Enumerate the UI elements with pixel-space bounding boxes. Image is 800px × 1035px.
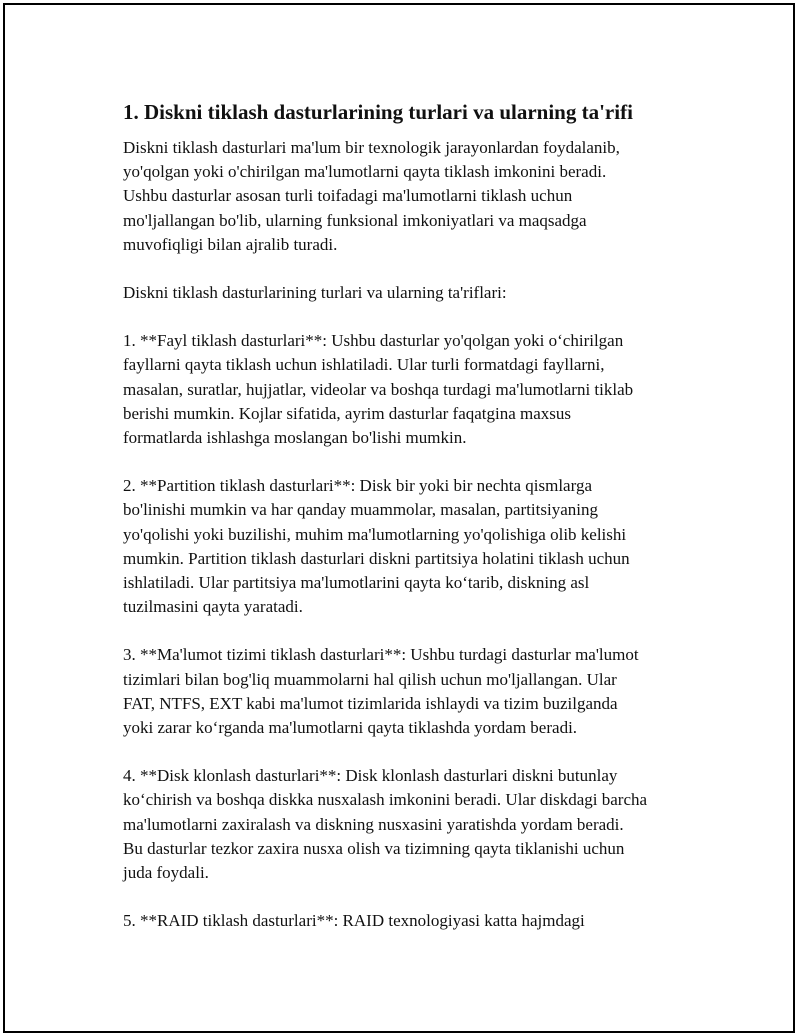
text-line: ishlatiladi. Ular partitsiya ma'lumotlarini qayta ko‘tarib, diskning asl — [123, 573, 590, 593]
list-item-filesystem-recovery — [123, 643, 713, 740]
text-line: muvofiqligi bilan ajralib turadi. — [123, 234, 338, 254]
text-line: 5. **RAID tiklash dasturlari**: RAID texnologiyasi katta hajmdagi — [123, 911, 585, 931]
text-line: juda foydali. — [123, 863, 209, 883]
text-line: Ushbu dasturlar asosan turli toifadagi ma'lumotlarni tiklash uchun — [123, 186, 573, 206]
text-line: 4. **Disk klonlash dasturlari**: Disk klonlash dasturlari diskni butunlay — [123, 766, 618, 786]
list-item-file-recovery — [123, 329, 713, 450]
list-item-disk-cloning — [123, 764, 713, 885]
text-line: 3. **Ma'lumot tizimi tiklash dasturlari**: Ushbu turdagi dasturlar ma'lumot — [123, 645, 639, 665]
intro-paragraph — [123, 136, 713, 257]
text-line: yo'qolgan yoki o'chirilgan ma'lumotlarni qayta tiklash imkonini beradi. — [123, 162, 607, 182]
text-line: Diskni tiklash dasturlarining turlari va ularning ta'riflari: — [123, 283, 507, 303]
text-line: formatlarda ishlashga moslangan bo'lishi mumkin. — [123, 428, 467, 448]
text-line: 2. **Partition tiklash dasturlari**: Disk bir yoki bir nechta qismlarga — [123, 476, 593, 496]
text-line: bo'linishi mumkin va har qanday muammolar, masalan, partitsiyaning — [123, 500, 598, 520]
list-item-partition-recovery — [123, 474, 713, 619]
list-intro-paragraph — [123, 281, 713, 305]
section-heading: 1. Diskni tiklash dasturlarining turlari va ularning ta'rifi — [123, 100, 633, 124]
text-line: tuzilmasini qayta yaratadi. — [123, 597, 303, 617]
text-line: Bu dasturlar tezkor zaxira nusxa olish va tizimning qayta tiklanishi uchun — [123, 838, 625, 858]
text-line: masalan, suratlar, hujjatlar, videolar va boshqa turdagi ma'lumotlarni tiklab — [123, 379, 634, 399]
document-body — [123, 98, 713, 957]
text-line: ko‘chirish va boshqa diskka nusxalash imkonini beradi. Ular diskdagi barcha — [123, 790, 648, 810]
page-frame — [3, 3, 795, 1033]
text-line: mumkin. Partition tiklash dasturlari diskni partitsiya holatini tiklash uchun — [123, 548, 630, 568]
text-line: berishi mumkin. Kojlar sifatida, ayrim dasturlar faqatgina maxsus — [123, 403, 572, 423]
text-line: Diskni tiklash dasturlari ma'lum bir texnologik jarayonlardan foydalanib, — [123, 138, 620, 157]
list-item-raid-recovery — [123, 909, 713, 933]
text-line: yo'qolishi yoki buzilishi, muhim ma'lumotlarning yo'qolishiga olib kelishi — [123, 524, 627, 544]
text-line: 1. **Fayl tiklash dasturlari**: Ushbu dasturlar yo'qolgan yoki o‘chirilgan — [123, 331, 624, 351]
text-line: FAT, NTFS, EXT kabi ma'lumot tizimlarida ishlaydi va tizim buzilganda — [123, 693, 618, 713]
text-line: ma'lumotlarni zaxiralash va diskning nusxasini yaratishda yordam beradi. — [123, 814, 624, 834]
text-line: mo'ljallangan bo'lib, ularning funksional imkoniyatlari va maqsadga — [123, 210, 587, 230]
text-line: yoki zarar ko‘rganda ma'lumotlarni qayta tiklashda yordam beradi. — [123, 718, 578, 738]
text-line: tizimlari bilan bog'liq muammolarni hal qilish uchun mo'ljallangan. Ular — [123, 669, 617, 689]
text-line: fayllarni qayta tiklash uchun ishlatiladi. Ular turli formatdagi fayllarni, — [123, 355, 605, 375]
